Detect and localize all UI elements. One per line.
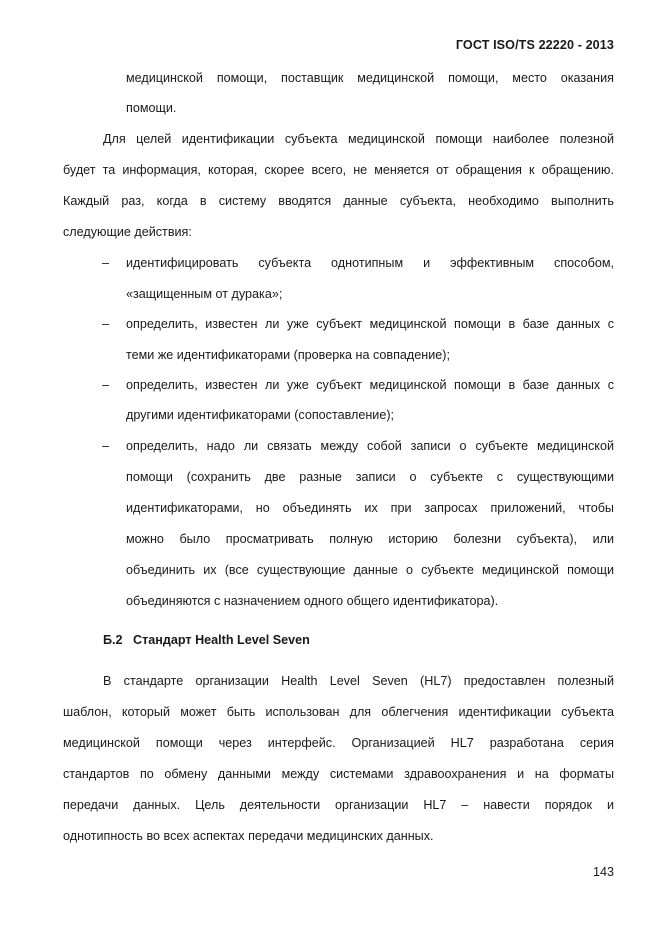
section-heading [103, 632, 310, 648]
bullet-line: другими идентификаторами (сопоставление); [126, 408, 395, 422]
paragraph-line: В стандарте организации Health Level Seven (HL7) предоставлен полезный [103, 674, 614, 688]
paragraph-line: однотипность во всех аспектах передачи медицинских данных. [63, 829, 434, 843]
bullet-line: теми же идентификаторами (проверка на совпадение); [126, 348, 450, 362]
paragraph-line: следующие действия: [63, 225, 192, 239]
bullet-marker: – [102, 378, 110, 392]
bullet-line: помощи (сохранить две разные записи о субъекте с существующими [126, 470, 614, 484]
paragraph-line: шаблон, который может быть использован для облегчения идентификации субъекта [63, 705, 614, 719]
bullet-marker: – [102, 317, 110, 331]
paragraph-line: будет та информация, которая, скорее всего, не меняется от обращения к обращению. [63, 163, 614, 177]
bullet-line: определить, известен ли уже субъект медицинской помощи в базе данных с [126, 378, 614, 392]
bullet-line: определить, надо ли связать между собой записи о субъекте медицинской [126, 439, 614, 453]
paragraph-line: передачи данных. Цель деятельности организации HL7 – навести порядок и [63, 798, 614, 812]
section-number: Б.2 [103, 633, 123, 647]
bullet-marker: – [102, 256, 110, 270]
bullet-line: объединить их (все существующие данные о субъекте медицинской помощи [126, 563, 614, 577]
bullet-line: можно было просматривать полную историю болезни субъекта), или [126, 532, 614, 546]
paragraph-line: стандартов по обмену данными между системами здравоохранения и на форматы [63, 767, 614, 781]
bullet-line: определить, известен ли уже субъект медицинской помощи в базе данных с [126, 317, 614, 331]
bullet-line: «защищенным от дурака»; [126, 287, 283, 301]
paragraph-line: Для целей идентификации субъекта медицинской помощи наиболее полезной [103, 132, 614, 146]
bullet-line: объединяются с назначением одного общего идентификатора). [126, 594, 499, 608]
bullet-line: идентифицировать субъекта однотипным и эффективным способом, [126, 256, 614, 270]
bullet-marker: – [102, 439, 110, 453]
continuation-line: медицинской помощи, поставщик медицинской помощи, место оказания [126, 71, 614, 85]
document-header: ГОСТ ISO/TS 22220 - 2013 [455, 38, 614, 52]
page-number: 143 [592, 865, 614, 879]
section-title: Стандарт Health Level Seven [133, 633, 310, 647]
continuation-line: помощи. [126, 101, 177, 115]
bullet-line: идентификаторами, но объединять их при запросах приложений, чтобы [126, 501, 614, 515]
paragraph-line: медицинской помощи через интерфейс. Организацией HL7 разработана серия [63, 736, 614, 750]
paragraph-line: Каждый раз, когда в систему вводятся данные субъекта, необходимо выполнить [63, 194, 614, 208]
